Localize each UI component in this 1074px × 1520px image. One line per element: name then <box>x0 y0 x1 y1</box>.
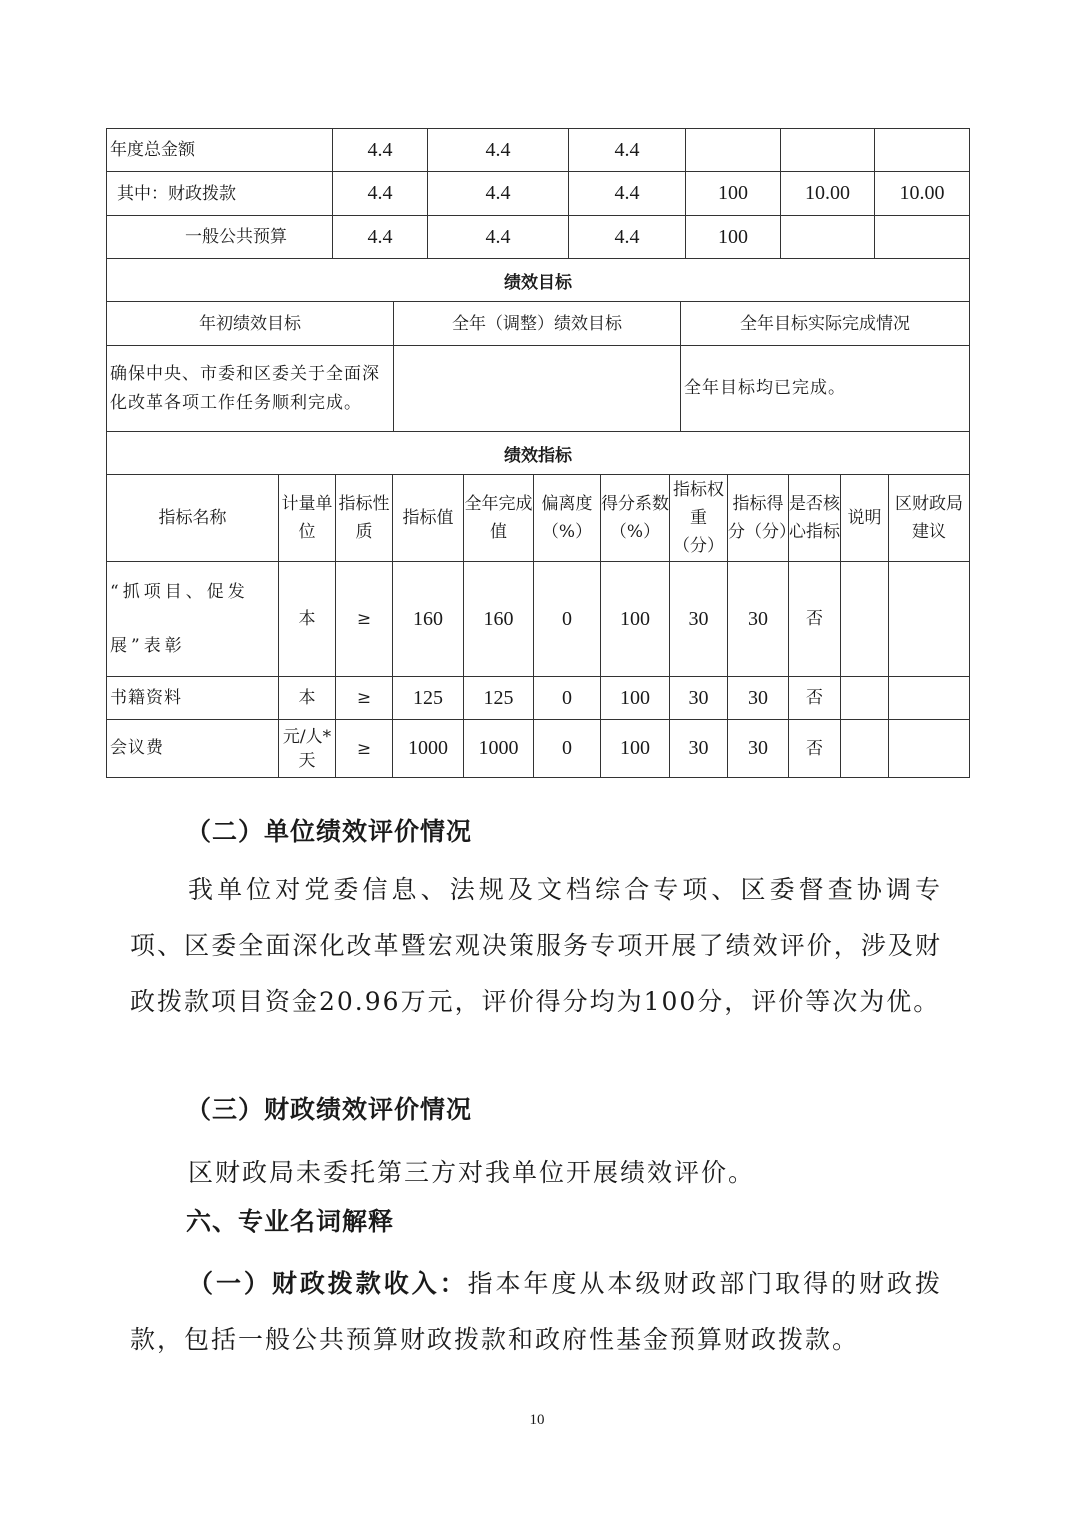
col-header: 指标值 <box>393 475 464 562</box>
indicator-note <box>841 677 889 720</box>
budget-row-fiscal <box>107 172 970 216</box>
indicator-coef: 100 <box>601 562 670 677</box>
goals-section-title: 绩效目标 <box>107 259 970 302</box>
indicator-deviation: 0 <box>534 562 601 677</box>
indicator-note <box>841 720 889 778</box>
goals-header-initial: 年初绩效目标 <box>107 302 394 346</box>
indicator-score: 30 <box>728 720 789 778</box>
budget-cell: 10.00 <box>875 172 970 216</box>
indicator-unit: 元/人*天 <box>279 720 336 778</box>
indicator-nature: ≥ <box>336 562 393 677</box>
goals-table <box>106 258 970 475</box>
budget-cell: 10.00 <box>781 172 875 216</box>
paragraph-fiscal-evaluation: 区财政局未委托第三方对我单位开展绩效评价。 <box>188 1158 756 1187</box>
budget-cell: 4.4 <box>428 129 569 172</box>
budget-row-general <box>107 216 970 259</box>
budget-cell: 100 <box>686 172 781 216</box>
budget-cell: 4.4 <box>333 129 428 172</box>
section-heading-fiscal-evaluation: （三）财政绩效评价情况 <box>186 1095 473 1124</box>
indicator-name: “抓项目、促发展”表彰 <box>107 562 279 677</box>
indicators-table <box>106 474 970 778</box>
col-header: 指标性质 <box>336 475 393 562</box>
initial-goal: 确保中央、市委和区委关于全面深化改革各项工作任务顺利完成。 <box>107 346 394 432</box>
col-header: 指标名称 <box>107 475 279 562</box>
col-header: 全年完成值 <box>464 475 534 562</box>
indicator-name: 会议费 <box>107 720 279 778</box>
budget-cell: 4.4 <box>569 129 686 172</box>
paragraph-unit-evaluation: 我单位对党委信息、法规及文档综合专项、区委督查协调专项、区委全面深化改革暨宏观决策服务专项开展了绩效评价，涉及财政拨款项目资金20.96万元，评价得分均为100分，评价等次为优。 <box>130 875 942 1016</box>
indicator-core: 否 <box>789 677 841 720</box>
adjusted-goal <box>394 346 681 432</box>
col-header: 计量单位 <box>279 475 336 562</box>
budget-table <box>106 128 970 259</box>
indicator-score: 30 <box>728 677 789 720</box>
indicator-unit: 本 <box>279 562 336 677</box>
table-row <box>107 677 970 720</box>
indicators-header-row <box>107 475 970 562</box>
indicator-core: 否 <box>789 562 841 677</box>
budget-cell: 4.4 <box>428 172 569 216</box>
indicator-nature: ≥ <box>336 720 393 778</box>
indicator-coef: 100 <box>601 720 670 778</box>
term-label: （一）财政拨款收入： <box>188 1269 468 1298</box>
indicator-advice <box>889 720 970 778</box>
indicator-target: 160 <box>393 562 464 677</box>
indicator-coef: 100 <box>601 677 670 720</box>
actual-completion: 全年目标均已完成。 <box>681 346 970 432</box>
indicator-weight: 30 <box>670 677 728 720</box>
indicator-actual: 125 <box>464 677 534 720</box>
indicator-actual: 1000 <box>464 720 534 778</box>
indicator-core: 否 <box>789 720 841 778</box>
indicator-actual: 160 <box>464 562 534 677</box>
goals-header-adjusted: 全年（调整）绩效目标 <box>394 302 681 346</box>
budget-cell: 4.4 <box>569 172 686 216</box>
indicator-deviation: 0 <box>534 677 601 720</box>
budget-cell: 100 <box>686 216 781 259</box>
indicator-score: 30 <box>728 562 789 677</box>
indicator-unit: 本 <box>279 677 336 720</box>
col-header: 指标权重（分） <box>670 475 728 562</box>
paragraph-term-1 <box>130 1256 942 1368</box>
section-heading-unit-evaluation: （二）单位绩效评价情况 <box>186 817 473 846</box>
indicator-weight: 30 <box>670 720 728 778</box>
indicator-weight: 30 <box>670 562 728 677</box>
page-number: 10 <box>529 1412 545 1428</box>
indicator-name: 书籍资料 <box>107 677 279 720</box>
budget-cell: 4.4 <box>333 216 428 259</box>
col-header: 是否核心指标 <box>789 475 841 562</box>
indicator-advice <box>889 562 970 677</box>
budget-cell: 4.4 <box>428 216 569 259</box>
indicator-target: 1000 <box>393 720 464 778</box>
table-row <box>107 562 970 677</box>
term-definition: 指本年度从本级财政部门取得的财政拨款，包括一般公共预算财政拨款和政府性基金预算财政拨款。 <box>130 1269 942 1354</box>
budget-cell <box>875 216 970 259</box>
indicator-deviation: 0 <box>534 720 601 778</box>
indicator-advice <box>889 677 970 720</box>
section-heading-terms: 六、专业名词解释 <box>186 1207 395 1236</box>
col-header: 说明 <box>841 475 889 562</box>
col-header: 得分系数（%） <box>601 475 670 562</box>
budget-label: 其中：财政拨款 <box>107 172 333 216</box>
budget-cell <box>686 129 781 172</box>
budget-cell <box>781 129 875 172</box>
budget-cell: 4.4 <box>333 172 428 216</box>
indicator-note <box>841 562 889 677</box>
goals-header-actual: 全年目标实际完成情况 <box>681 302 970 346</box>
col-header: 指标得分（分） <box>728 475 789 562</box>
budget-label: 年度总金额 <box>107 129 333 172</box>
budget-cell <box>781 216 875 259</box>
budget-label: 一般公共预算 <box>107 216 333 259</box>
indicators-section-title: 绩效指标 <box>107 432 970 475</box>
col-header: 区财政局建议 <box>889 475 970 562</box>
budget-cell <box>875 129 970 172</box>
indicator-target: 125 <box>393 677 464 720</box>
table-row <box>107 720 970 778</box>
budget-cell: 4.4 <box>569 216 686 259</box>
budget-row-total <box>107 129 970 172</box>
col-header: 偏离度（%） <box>534 475 601 562</box>
indicator-nature: ≥ <box>336 677 393 720</box>
